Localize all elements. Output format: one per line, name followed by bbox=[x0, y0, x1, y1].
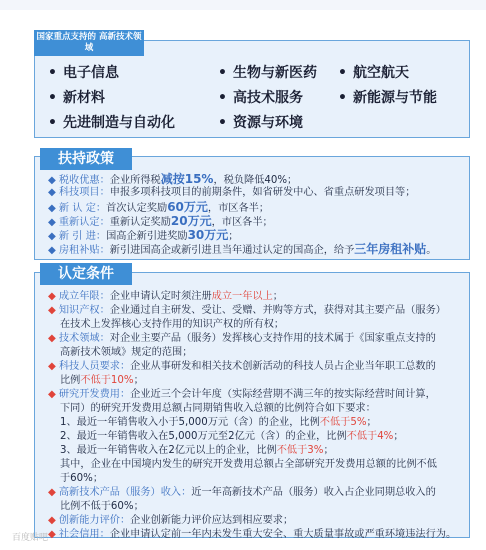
cond-row: 3、最近一年销售收入在2亿元以上的企业，比例不低于3%； bbox=[60, 445, 334, 456]
cond-row: 比例不低于60%； bbox=[60, 501, 144, 512]
cond-row: ◆ 成立年限：企业申请认定时须注册成立一年以上； bbox=[48, 291, 283, 302]
cond-row: ◆ 研究开发费用：企业近三个会计年度（实际经营期不满三年的按实际经营时间计算， bbox=[48, 389, 436, 400]
policy-row: ◆ 重新认定：重新认定奖励20万元，市区各半； bbox=[48, 214, 273, 228]
cond-row: 高新技术领域》规定的范围； bbox=[60, 347, 193, 358]
field-item: • 航空航天 bbox=[338, 65, 409, 81]
policy-row: ◆ 科技项目：申报多项科技项目的前期条件，如省研发中心、省重点研发项目等； bbox=[48, 187, 416, 198]
cond-row: 下同）的研究开发费用总额占同期销售收入总额的比例符合如下要求： bbox=[60, 403, 376, 414]
field-item: • 先进制造与自动化 bbox=[48, 115, 175, 131]
field-item: • 新材料 bbox=[48, 90, 105, 106]
field-item: • 资源与环境 bbox=[218, 115, 303, 131]
top-strip bbox=[0, 0, 486, 10]
cond-row: ◆ 社会信用：企业申请认定前一年内未发生重大安全、重大质量事故或严重环境违法行为。 bbox=[48, 529, 457, 540]
cond-row: ◆ 技术领域：对企业主要产品（服务）发挥核心支持作用的技术属于《国家重点支持的 bbox=[48, 333, 436, 344]
field-item: • 高技术服务 bbox=[218, 90, 303, 106]
cond-row: 于60%； bbox=[60, 473, 104, 484]
cond-row: 2、最近一年销售收入在5,000万元至2亿元（含）的企业，比例不低于4%； bbox=[60, 431, 404, 442]
conditions-tag: 认定条件 bbox=[40, 263, 132, 285]
watermark: 百度贴吧 bbox=[12, 533, 49, 543]
policy-row: ◆ 新 认 定：首次认定奖励60万元，市区各半； bbox=[48, 200, 270, 214]
field-item: • 电子信息 bbox=[48, 65, 119, 81]
tech-fields-tag: 国家重点支持的 高新技术领域 bbox=[34, 30, 144, 56]
policy-row: ◆ 房租补贴：新引进国高企或新引进且当年通过认定的国高企，给予三年房租补贴。 bbox=[48, 242, 437, 256]
policy-tag: 扶持政策 bbox=[40, 148, 132, 170]
policy-row: ◆ 新 引 进：国高企新引进奖励30万元； bbox=[48, 228, 239, 242]
cond-row: 在技术上发挥核心支持作用的知识产权的所有权； bbox=[60, 319, 285, 330]
cond-row: 比例不低于10%； bbox=[60, 375, 144, 386]
cond-row: 其中，企业在中国境内发生的研究开发费用总额占全部研究开发费用总额的比例不低 bbox=[60, 459, 437, 470]
field-item: • 生物与新医药 bbox=[218, 65, 317, 81]
cond-row: ◆ 创新能力评价：企业创新能力评价应达到相应要求； bbox=[48, 515, 294, 526]
field-item: • 新能源与节能 bbox=[338, 90, 437, 106]
cond-row: ◆ 知识产权：企业通过自主研发、受让、受赠、并购等方式，获得对其主要产品（服务） bbox=[48, 305, 446, 316]
cond-row: ◆ 科技人员要求：企业从事研发和相关技术创新活动的科技人员占企业当年职工总数的 bbox=[48, 361, 436, 372]
cond-row: ◆ 高新技术产品（服务）收入：近一年高新技术产品（服务）收入占企业同期总收入的 bbox=[48, 487, 436, 498]
cond-row: 1、最近一年销售收入小于5,000万元（含）的企业，比例不低于5%； bbox=[60, 417, 377, 428]
policy-row: ◆ 税收优惠：企业所得税减按15%，税负降低40%； bbox=[48, 172, 298, 186]
